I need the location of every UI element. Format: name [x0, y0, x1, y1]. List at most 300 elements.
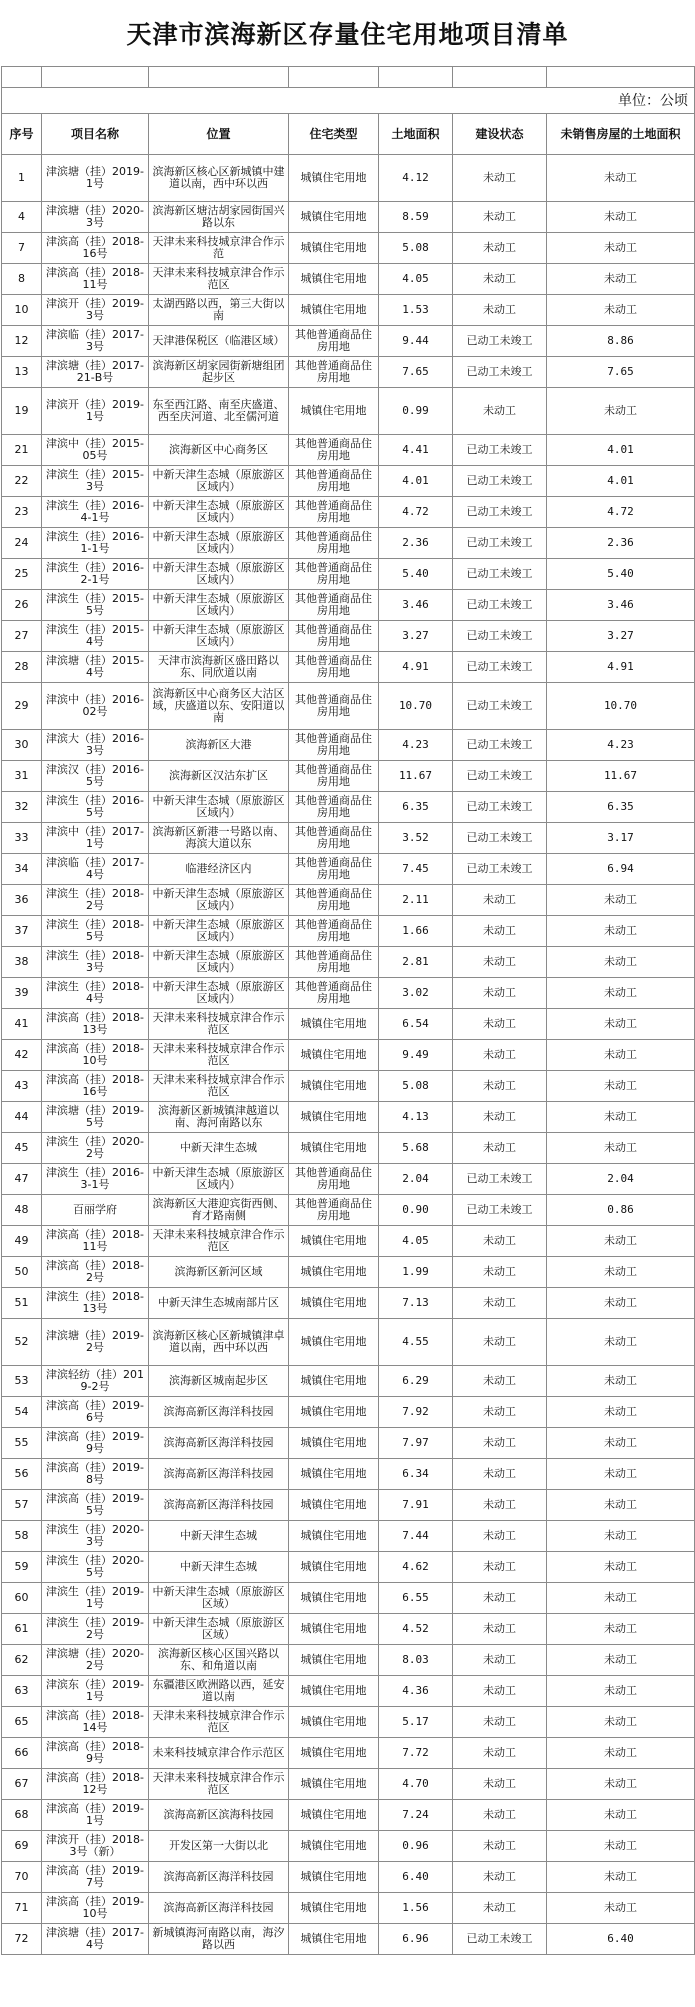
project-name-cell: 津滨高（挂）2018-14号 — [42, 1707, 149, 1738]
row-no-cell: 59 — [2, 1552, 42, 1583]
unsold-area-cell: 4.01 — [547, 435, 695, 466]
unsold-area-cell: 5.40 — [547, 559, 695, 590]
project-name-cell: 津滨生（挂）2020-5号 — [42, 1552, 149, 1583]
table-row — [2, 202, 695, 233]
land-area-cell: 6.35 — [379, 792, 453, 823]
row-no-cell: 26 — [2, 590, 42, 621]
land-area-cell: 9.44 — [379, 326, 453, 357]
location-cell: 中新天津生态城南部片区 — [149, 1288, 289, 1319]
land-area-cell: 4.01 — [379, 466, 453, 497]
unit-label: 单位：公顷 — [2, 88, 695, 114]
project-name-cell: 津滨东（挂）2019-1号 — [42, 1676, 149, 1707]
land-area-cell: 3.27 — [379, 621, 453, 652]
table-row — [2, 466, 695, 497]
residential-type-cell: 城镇住宅用地 — [289, 1226, 379, 1257]
location-cell: 天津未来科技城京津合作示范 — [149, 233, 289, 264]
construction-status-cell: 未动工 — [453, 295, 547, 326]
construction-status-cell: 已动工未竣工 — [453, 652, 547, 683]
table-row — [2, 1009, 695, 1040]
residential-type-cell: 其他普通商品住房用地 — [289, 978, 379, 1009]
row-no-cell: 63 — [2, 1676, 42, 1707]
project-name-cell: 津滨中（挂）2016-02号 — [42, 683, 149, 730]
construction-status-cell: 未动工 — [453, 1490, 547, 1521]
construction-status-cell: 未动工 — [453, 1893, 547, 1924]
unsold-area-cell: 未动工 — [547, 1459, 695, 1490]
construction-status-cell: 未动工 — [453, 1831, 547, 1862]
location-cell: 天津未来科技城京津合作示范区 — [149, 1707, 289, 1738]
unsold-area-cell: 4.91 — [547, 652, 695, 683]
table-row — [2, 1288, 695, 1319]
row-no-cell: 62 — [2, 1645, 42, 1676]
project-name-cell: 津滨开（挂）2018-3号（新） — [42, 1831, 149, 1862]
table-row — [2, 1676, 695, 1707]
residential-type-cell: 城镇住宅用地 — [289, 1862, 379, 1893]
row-no-cell: 12 — [2, 326, 42, 357]
land-area-cell: 4.23 — [379, 730, 453, 761]
location-cell: 中新天津生态城（原旅游区区域内） — [149, 528, 289, 559]
land-area-cell: 2.11 — [379, 885, 453, 916]
header-residential-type: 住宅类型 — [289, 114, 379, 155]
construction-status-cell: 已动工未竣工 — [453, 435, 547, 466]
table-row — [2, 1614, 695, 1645]
unsold-area-cell: 未动工 — [547, 1397, 695, 1428]
project-name-cell: 津滨生（挂）2019-2号 — [42, 1614, 149, 1645]
project-name-cell: 津滨高（挂）2018-11号 — [42, 1226, 149, 1257]
location-cell: 中新天津生态城（原旅游区区域内） — [149, 916, 289, 947]
land-area-cell: 11.67 — [379, 761, 453, 792]
table-row — [2, 264, 695, 295]
table-row — [2, 854, 695, 885]
residential-type-cell: 城镇住宅用地 — [289, 1288, 379, 1319]
table-row — [2, 1164, 695, 1195]
construction-status-cell: 未动工 — [453, 1676, 547, 1707]
construction-status-cell: 未动工 — [453, 233, 547, 264]
location-cell: 东至西江路、南至庆盛道、西至庆河道、北至儒河道 — [149, 388, 289, 435]
residential-type-cell: 其他普通商品住房用地 — [289, 885, 379, 916]
location-cell: 中新天津生态城（原旅游区区域内） — [149, 885, 289, 916]
unsold-area-cell: 未动工 — [547, 1366, 695, 1397]
residential-type-cell: 其他普通商品住房用地 — [289, 497, 379, 528]
residential-type-cell: 城镇住宅用地 — [289, 202, 379, 233]
construction-status-cell: 已动工未竣工 — [453, 326, 547, 357]
table-row — [2, 1583, 695, 1614]
location-cell: 滨海新区中心商务区大沽区域，庆盛道以东、安阳道以南 — [149, 683, 289, 730]
table-row — [2, 916, 695, 947]
land-area-cell: 5.08 — [379, 233, 453, 264]
project-name-cell: 津滨生（挂）2016-5号 — [42, 792, 149, 823]
project-name-cell: 津滨塘（挂）2019-1号 — [42, 155, 149, 202]
location-cell: 滨海高新区海洋科技园 — [149, 1490, 289, 1521]
residential-type-cell: 其他普通商品住房用地 — [289, 652, 379, 683]
header-no: 序号 — [2, 114, 42, 155]
table-row — [2, 621, 695, 652]
land-area-cell: 0.99 — [379, 388, 453, 435]
location-cell: 滨海新区新河区域 — [149, 1257, 289, 1288]
unsold-area-cell: 11.67 — [547, 761, 695, 792]
row-no-cell: 29 — [2, 683, 42, 730]
location-cell: 滨海高新区海洋科技园 — [149, 1459, 289, 1490]
location-cell: 中新天津生态城（原旅游区区域内） — [149, 466, 289, 497]
location-cell: 天津未来科技城京津合作示范区 — [149, 264, 289, 295]
table-row — [2, 652, 695, 683]
land-area-cell: 1.99 — [379, 1257, 453, 1288]
construction-status-cell: 未动工 — [453, 1133, 547, 1164]
construction-status-cell: 未动工 — [453, 1800, 547, 1831]
location-cell: 滨海高新区滨海科技园 — [149, 1800, 289, 1831]
row-no-cell: 4 — [2, 202, 42, 233]
project-name-cell: 津滨塘（挂）2020-3号 — [42, 202, 149, 233]
unsold-area-cell: 未动工 — [547, 1893, 695, 1924]
unsold-area-cell: 未动工 — [547, 264, 695, 295]
table-row — [2, 1490, 695, 1521]
location-cell: 临港经济区内 — [149, 854, 289, 885]
header-land-area: 土地面积 — [379, 114, 453, 155]
residential-type-cell: 城镇住宅用地 — [289, 1009, 379, 1040]
construction-status-cell: 已动工未竣工 — [453, 792, 547, 823]
row-no-cell: 34 — [2, 854, 42, 885]
location-cell: 开发区第一大街以北 — [149, 1831, 289, 1862]
unsold-area-cell: 4.23 — [547, 730, 695, 761]
project-name-cell: 津滨生（挂）2018-5号 — [42, 916, 149, 947]
unsold-area-cell: 未动工 — [547, 978, 695, 1009]
row-no-cell: 41 — [2, 1009, 42, 1040]
row-no-cell: 48 — [2, 1195, 42, 1226]
row-no-cell: 44 — [2, 1102, 42, 1133]
table-row — [2, 1831, 695, 1862]
land-area-cell: 1.56 — [379, 1893, 453, 1924]
location-cell: 天津市滨海新区盛田路以东、同欣道以南 — [149, 652, 289, 683]
land-area-cell: 3.52 — [379, 823, 453, 854]
project-name-cell: 津滨高（挂）2018-9号 — [42, 1738, 149, 1769]
construction-status-cell: 未动工 — [453, 388, 547, 435]
location-cell: 中新天津生态城 — [149, 1552, 289, 1583]
construction-status-cell: 已动工未竣工 — [453, 683, 547, 730]
construction-status-cell: 已动工未竣工 — [453, 1195, 547, 1226]
location-cell: 滨海高新区海洋科技园 — [149, 1428, 289, 1459]
row-no-cell: 1 — [2, 155, 42, 202]
residential-type-cell: 其他普通商品住房用地 — [289, 590, 379, 621]
construction-status-cell: 未动工 — [453, 264, 547, 295]
land-area-cell: 4.55 — [379, 1319, 453, 1366]
unsold-area-cell: 未动工 — [547, 1862, 695, 1893]
unsold-area-cell: 未动工 — [547, 1738, 695, 1769]
location-cell: 滨海新区城南起步区 — [149, 1366, 289, 1397]
row-no-cell: 39 — [2, 978, 42, 1009]
project-name-cell: 津滨开（挂）2019-3号 — [42, 295, 149, 326]
unsold-area-cell: 未动工 — [547, 1319, 695, 1366]
residential-type-cell: 城镇住宅用地 — [289, 1645, 379, 1676]
residential-type-cell: 其他普通商品住房用地 — [289, 435, 379, 466]
table-row — [2, 761, 695, 792]
row-no-cell: 55 — [2, 1428, 42, 1459]
project-name-cell: 津滨生（挂）2018-13号 — [42, 1288, 149, 1319]
residential-type-cell: 其他普通商品住房用地 — [289, 1195, 379, 1226]
row-no-cell: 71 — [2, 1893, 42, 1924]
location-cell: 天津未来科技城京津合作示范区 — [149, 1769, 289, 1800]
residential-type-cell: 其他普通商品住房用地 — [289, 528, 379, 559]
land-area-cell: 9.49 — [379, 1040, 453, 1071]
row-no-cell: 8 — [2, 264, 42, 295]
location-cell: 太湖西路以西，第三大街以南 — [149, 295, 289, 326]
unsold-area-cell: 未动工 — [547, 916, 695, 947]
unsold-area-cell: 3.27 — [547, 621, 695, 652]
residential-type-cell: 城镇住宅用地 — [289, 1831, 379, 1862]
row-no-cell: 57 — [2, 1490, 42, 1521]
construction-status-cell: 未动工 — [453, 1769, 547, 1800]
table-row — [2, 388, 695, 435]
land-area-cell: 4.41 — [379, 435, 453, 466]
unsold-area-cell: 未动工 — [547, 1645, 695, 1676]
table-row — [2, 1195, 695, 1226]
construction-status-cell: 未动工 — [453, 1226, 547, 1257]
residential-type-cell: 城镇住宅用地 — [289, 388, 379, 435]
table-row — [2, 792, 695, 823]
location-cell: 滨海高新区海洋科技园 — [149, 1397, 289, 1428]
table-row — [2, 1738, 695, 1769]
location-cell: 中新天津生态城 — [149, 1521, 289, 1552]
location-cell: 中新天津生态城（原旅游区区域内） — [149, 559, 289, 590]
project-name-cell: 津滨塘（挂）2017-21-B号 — [42, 357, 149, 388]
row-no-cell: 47 — [2, 1164, 42, 1195]
unsold-area-cell: 未动工 — [547, 1102, 695, 1133]
unsold-area-cell: 未动工 — [547, 947, 695, 978]
location-cell: 中新天津生态城（原旅游区区域内） — [149, 621, 289, 652]
construction-status-cell: 未动工 — [453, 1071, 547, 1102]
location-cell: 天津未来科技城京津合作示范区 — [149, 1226, 289, 1257]
construction-status-cell: 未动工 — [453, 1009, 547, 1040]
construction-status-cell: 未动工 — [453, 947, 547, 978]
unsold-area-cell: 未动工 — [547, 233, 695, 264]
row-no-cell: 51 — [2, 1288, 42, 1319]
residential-type-cell: 城镇住宅用地 — [289, 1319, 379, 1366]
row-no-cell: 45 — [2, 1133, 42, 1164]
table-row — [2, 1133, 695, 1164]
project-name-cell: 津滨轻纺（挂）2019-2号 — [42, 1366, 149, 1397]
row-no-cell: 30 — [2, 730, 42, 761]
blank-row — [2, 67, 695, 88]
land-area-cell: 4.70 — [379, 1769, 453, 1800]
land-area-cell: 7.13 — [379, 1288, 453, 1319]
unsold-area-cell: 未动工 — [547, 1769, 695, 1800]
table-header — [2, 114, 695, 155]
construction-status-cell: 未动工 — [453, 1583, 547, 1614]
project-name-cell: 津滨开（挂）2019-1号 — [42, 388, 149, 435]
location-cell: 中新天津生态城（原旅游区区域内） — [149, 978, 289, 1009]
land-area-cell: 6.34 — [379, 1459, 453, 1490]
land-area-cell: 5.08 — [379, 1071, 453, 1102]
row-no-cell: 27 — [2, 621, 42, 652]
project-name-cell: 津滨中（挂）2017-1号 — [42, 823, 149, 854]
unsold-area-cell: 2.04 — [547, 1164, 695, 1195]
unsold-area-cell: 10.70 — [547, 683, 695, 730]
residential-type-cell: 城镇住宅用地 — [289, 1583, 379, 1614]
row-no-cell: 21 — [2, 435, 42, 466]
unsold-area-cell: 2.36 — [547, 528, 695, 559]
project-name-cell: 津滨大（挂）2016-3号 — [42, 730, 149, 761]
project-name-cell: 津滨高（挂）2019-6号 — [42, 1397, 149, 1428]
construction-status-cell: 未动工 — [453, 1397, 547, 1428]
residential-type-cell: 其他普通商品住房用地 — [289, 621, 379, 652]
land-area-cell: 6.55 — [379, 1583, 453, 1614]
land-area-cell: 4.36 — [379, 1676, 453, 1707]
unsold-area-cell: 未动工 — [547, 885, 695, 916]
unsold-area-cell: 8.86 — [547, 326, 695, 357]
row-no-cell: 33 — [2, 823, 42, 854]
row-no-cell: 60 — [2, 1583, 42, 1614]
land-area-cell: 0.90 — [379, 1195, 453, 1226]
land-area-cell: 1.66 — [379, 916, 453, 947]
location-cell: 滨海新区核心区新城镇津卓道以南，西中环以西 — [149, 1319, 289, 1366]
unsold-area-cell: 4.72 — [547, 497, 695, 528]
table-row — [2, 1893, 695, 1924]
project-name-cell: 津滨高（挂）2019-10号 — [42, 1893, 149, 1924]
row-no-cell: 69 — [2, 1831, 42, 1862]
residential-type-cell: 城镇住宅用地 — [289, 1707, 379, 1738]
residential-type-cell: 城镇住宅用地 — [289, 1257, 379, 1288]
row-no-cell: 49 — [2, 1226, 42, 1257]
location-cell: 滨海新区新城镇津越道以南、海河南路以东 — [149, 1102, 289, 1133]
row-no-cell: 42 — [2, 1040, 42, 1071]
land-area-cell: 7.91 — [379, 1490, 453, 1521]
land-area-cell: 2.81 — [379, 947, 453, 978]
construction-status-cell: 已动工未竣工 — [453, 854, 547, 885]
construction-status-cell: 未动工 — [453, 1459, 547, 1490]
table-row — [2, 1459, 695, 1490]
table-row — [2, 1769, 695, 1800]
unsold-area-cell: 未动工 — [547, 202, 695, 233]
residential-type-cell: 城镇住宅用地 — [289, 1769, 379, 1800]
project-name-cell: 津滨高（挂）2018-16号 — [42, 233, 149, 264]
location-cell: 东疆港区欧洲路以西，延安道以南 — [149, 1676, 289, 1707]
location-cell: 中新天津生态城（原旅游区区域内） — [149, 497, 289, 528]
project-name-cell: 津滨高（挂）2018-11号 — [42, 264, 149, 295]
location-cell: 滨海高新区海洋科技园 — [149, 1893, 289, 1924]
location-cell: 滨海新区核心区国兴路以东、和角道以南 — [149, 1645, 289, 1676]
table-row — [2, 1800, 695, 1831]
unsold-area-cell: 3.17 — [547, 823, 695, 854]
construction-status-cell: 已动工未竣工 — [453, 1164, 547, 1195]
location-cell: 滨海新区大港迎宾街西侧、育才路南侧 — [149, 1195, 289, 1226]
row-no-cell: 25 — [2, 559, 42, 590]
project-name-cell: 津滨生（挂）2016-4-1号 — [42, 497, 149, 528]
construction-status-cell: 未动工 — [453, 1552, 547, 1583]
location-cell: 天津港保税区（临港区域） — [149, 326, 289, 357]
row-no-cell: 24 — [2, 528, 42, 559]
land-area-cell: 4.05 — [379, 264, 453, 295]
table-row — [2, 326, 695, 357]
land-area-cell: 7.44 — [379, 1521, 453, 1552]
table-row — [2, 683, 695, 730]
project-name-cell: 津滨高（挂）2018-16号 — [42, 1071, 149, 1102]
unsold-area-cell: 未动工 — [547, 1257, 695, 1288]
project-name-cell: 津滨高（挂）2018-2号 — [42, 1257, 149, 1288]
land-area-cell: 8.59 — [379, 202, 453, 233]
row-no-cell: 54 — [2, 1397, 42, 1428]
residential-type-cell: 其他普通商品住房用地 — [289, 1164, 379, 1195]
row-no-cell: 32 — [2, 792, 42, 823]
project-name-cell: 津滨高（挂）2019-9号 — [42, 1428, 149, 1459]
row-no-cell: 7 — [2, 233, 42, 264]
table-row — [2, 1040, 695, 1071]
residential-type-cell: 城镇住宅用地 — [289, 1102, 379, 1133]
location-cell: 中新天津生态城（原旅游区区域） — [149, 1614, 289, 1645]
location-cell: 天津未来科技城京津合作示范区 — [149, 1071, 289, 1102]
residential-type-cell: 其他普通商品住房用地 — [289, 683, 379, 730]
project-name-cell: 津滨塘（挂）2019-5号 — [42, 1102, 149, 1133]
residential-type-cell: 城镇住宅用地 — [289, 1521, 379, 1552]
unit-row — [2, 88, 695, 114]
residential-type-cell: 城镇住宅用地 — [289, 1893, 379, 1924]
table-row — [2, 1924, 695, 1955]
residential-type-cell: 城镇住宅用地 — [289, 1924, 379, 1955]
table-row — [2, 1226, 695, 1257]
land-area-cell: 7.45 — [379, 854, 453, 885]
residential-type-cell: 其他普通商品住房用地 — [289, 730, 379, 761]
table-row — [2, 730, 695, 761]
location-cell: 中新天津生态城（原旅游区区域内） — [149, 947, 289, 978]
table-row — [2, 1366, 695, 1397]
row-no-cell: 58 — [2, 1521, 42, 1552]
row-no-cell: 37 — [2, 916, 42, 947]
land-area-cell: 2.04 — [379, 1164, 453, 1195]
construction-status-cell: 已动工未竣工 — [453, 823, 547, 854]
table-row — [2, 295, 695, 326]
residential-type-cell: 城镇住宅用地 — [289, 295, 379, 326]
row-no-cell: 23 — [2, 497, 42, 528]
construction-status-cell: 已动工未竣工 — [453, 621, 547, 652]
unsold-area-cell: 6.35 — [547, 792, 695, 823]
project-name-cell: 津滨生（挂）2018-2号 — [42, 885, 149, 916]
project-name-cell: 百丽学府 — [42, 1195, 149, 1226]
construction-status-cell: 未动工 — [453, 1319, 547, 1366]
construction-status-cell: 未动工 — [453, 1521, 547, 1552]
header-construction-status: 建设状态 — [453, 114, 547, 155]
table-row — [2, 155, 695, 202]
residential-type-cell: 其他普通商品住房用地 — [289, 916, 379, 947]
unsold-area-cell: 未动工 — [547, 1800, 695, 1831]
header-unsold-area: 未销售房屋的土地面积 — [547, 114, 695, 155]
land-area-cell: 5.68 — [379, 1133, 453, 1164]
unsold-area-cell: 未动工 — [547, 1428, 695, 1459]
unsold-area-cell: 6.94 — [547, 854, 695, 885]
construction-status-cell: 未动工 — [453, 155, 547, 202]
land-area-cell: 6.40 — [379, 1862, 453, 1893]
construction-status-cell: 未动工 — [453, 1862, 547, 1893]
residential-type-cell: 城镇住宅用地 — [289, 1490, 379, 1521]
row-no-cell: 31 — [2, 761, 42, 792]
construction-status-cell: 已动工未竣工 — [453, 1924, 547, 1955]
project-name-cell: 津滨高（挂）2019-8号 — [42, 1459, 149, 1490]
project-name-cell: 津滨生（挂）2016-2-1号 — [42, 559, 149, 590]
residential-type-cell: 其他普通商品住房用地 — [289, 326, 379, 357]
residential-type-cell: 其他普通商品住房用地 — [289, 559, 379, 590]
residential-type-cell: 其他普通商品住房用地 — [289, 823, 379, 854]
residential-type-cell: 其他普通商品住房用地 — [289, 792, 379, 823]
construction-status-cell: 已动工未竣工 — [453, 497, 547, 528]
row-no-cell: 13 — [2, 357, 42, 388]
table-row — [2, 1707, 695, 1738]
construction-status-cell: 未动工 — [453, 1288, 547, 1319]
row-no-cell: 36 — [2, 885, 42, 916]
table-row — [2, 823, 695, 854]
land-area-cell: 4.12 — [379, 155, 453, 202]
construction-status-cell: 未动工 — [453, 202, 547, 233]
project-name-cell: 津滨生（挂）2015-4号 — [42, 621, 149, 652]
land-area-cell: 6.29 — [379, 1366, 453, 1397]
residential-type-cell: 城镇住宅用地 — [289, 1071, 379, 1102]
table-row — [2, 1397, 695, 1428]
residential-type-cell: 城镇住宅用地 — [289, 1738, 379, 1769]
